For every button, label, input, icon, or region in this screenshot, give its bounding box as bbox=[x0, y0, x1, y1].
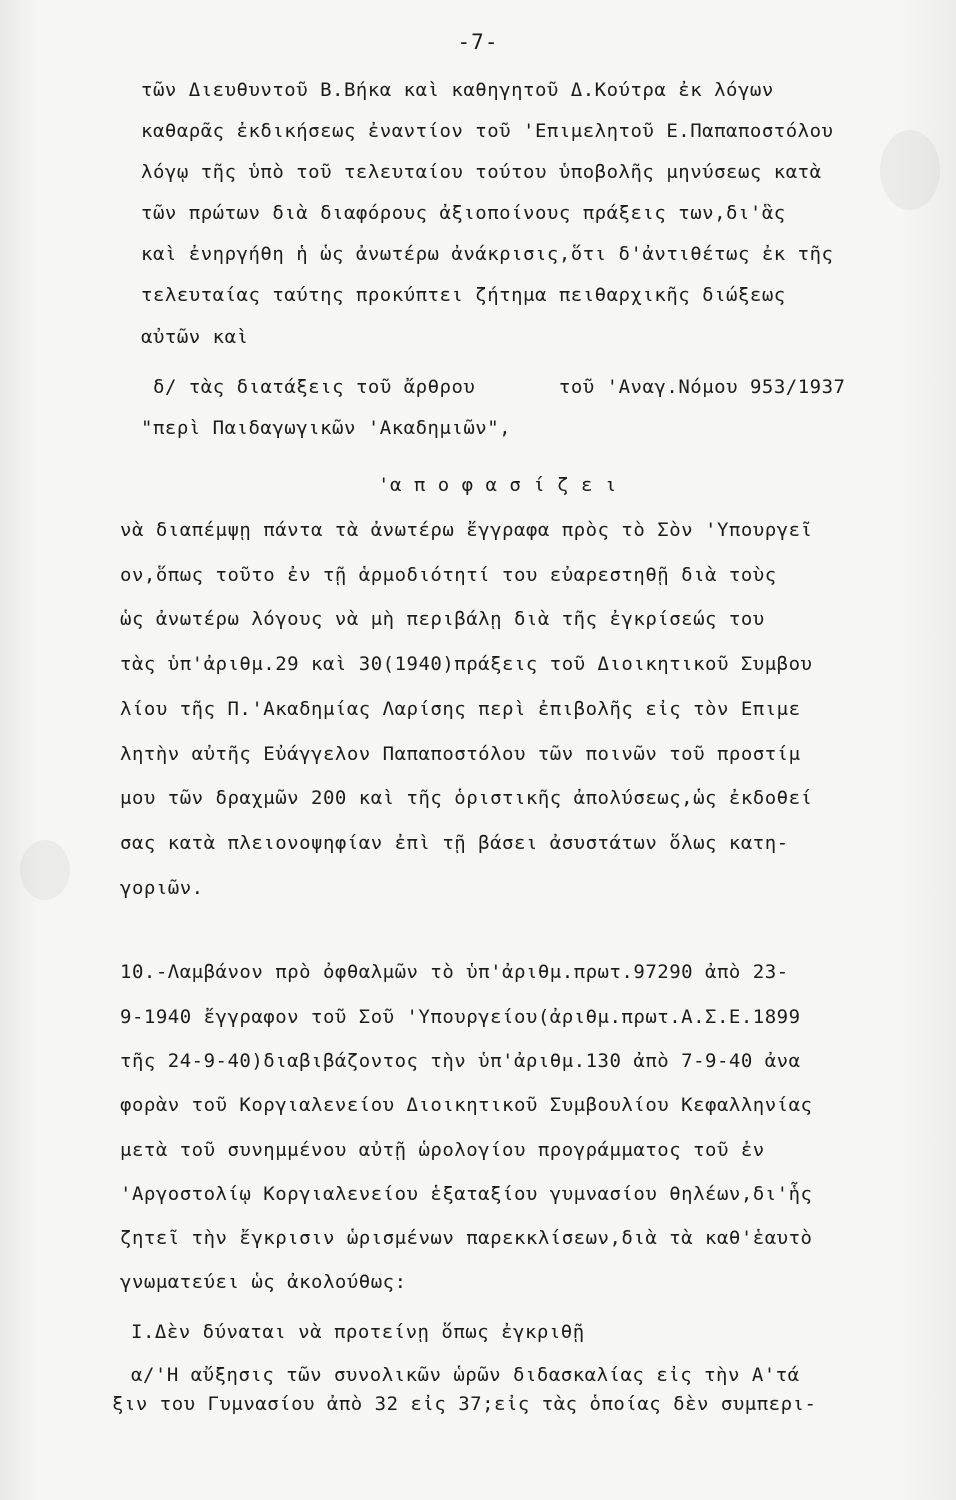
text-line: α/'Η αὔξησις τῶν συνολικῶν ὡρῶν διδασκαλίας εἰς τὴν Α'τά bbox=[131, 1364, 800, 1386]
text-line: τὰς ὑπ'ἀριθμ.29 καὶ 30(1940)πράξεις τοῦ Διοικητικοῦ Συμβου bbox=[120, 653, 813, 675]
text-line: τῆς 24-9-40)διαβιβάζοντος τὴν ὑπ'ἀριθμ.130 ἀπὸ 7-9-40 ἀνα bbox=[120, 1050, 801, 1072]
text-line: νὰ διαπέμψῃ πάντα τὰ ἀνωτέρω ἔγγραφα πρὸς τὸ Σὸν 'Υπουργεῖ bbox=[120, 519, 813, 541]
text-line: σας κατὰ πλειονοψηφίαν ἐπὶ τῇ βάσει ἀσυστάτων ὅλως κατη- bbox=[120, 832, 789, 854]
text-line: μετὰ τοῦ συνημμένου αὐτῇ ὡρολογίου προγράμματος τοῦ ἐν bbox=[120, 1139, 765, 1161]
text-line: γνωματεύει ὡς ἀκολούθως: bbox=[120, 1271, 407, 1293]
text-line: γοριῶν. bbox=[120, 877, 204, 899]
text-line: Ι.Δὲν δύναται νὰ προτείνῃ ὅπως ἐγκριθῇ bbox=[131, 1321, 585, 1343]
text-line: λόγῳ τῆς ὑπὸ τοῦ τελευταίου τούτου ὑποβολῆς μηνύσεως κατὰ bbox=[141, 161, 822, 183]
decision-heading: 'α π ο φ α σ ί ζ ε ι bbox=[378, 474, 617, 496]
text-line: ζητεῖ τὴν ἔγκρισιν ὡρισμένων παρεκκλίσεων,διὰ τὰ καθ'ἑαυτὸ bbox=[120, 1227, 813, 1249]
text-line: φορὰν τοῦ Κοργιαλενείου Διοικητικοῦ Συμβουλίου Κεφαλληνίας bbox=[120, 1094, 813, 1116]
text-line: ὡς ἀνωτέρω λόγους νὰ μὴ περιβάλῃ διὰ τῆς ἐγκρίσεώς του bbox=[120, 608, 765, 630]
page-number: -7- bbox=[457, 30, 499, 54]
text-line: 'Αργοστολίῳ Κοργιαλενείου ἑξαταξίου γυμνασίου θηλέων,δι'ἧς bbox=[120, 1183, 813, 1205]
text-line: μου τῶν δραχμῶν 200 καὶ τῆς ὁριστικῆς ἀπολύσεως,ὡς ἐκδοθεί bbox=[120, 787, 813, 809]
text-line: τῶν Διευθυντοῦ Β.Βήκα καὶ καθηγητοῦ Δ.Κούτρα ἐκ λόγων bbox=[141, 79, 774, 101]
text-line: 9-1940 ἔγγραφον τοῦ Σοῦ 'Υπουργείου(ἀριθμ.πρωτ.Α.Σ.Ε.1899 bbox=[120, 1006, 801, 1028]
text-line: λητὴν αὐτῆς Εὐάγγελον Παπαποστόλου τῶν ποινῶν τοῦ προστίμ bbox=[120, 743, 801, 765]
text-line: ον,ὅπως τοῦτο ἐν τῇ ἁρμοδιότητί του εὐαρεστηθῇ διὰ τοὺς bbox=[120, 564, 777, 586]
paper-stain bbox=[20, 840, 70, 900]
text-line: καὶ ἐνηργήθη ἡ ὡς ἀνωτέρω ἀνάκρισις,ὅτι δ'ἀντιθέτως ἐκ τῆς bbox=[141, 243, 834, 265]
text-line: δ/ τὰς διατάξεις τοῦ ἄρθρου τοῦ 'Αναγ.Νόμου 953/1937 bbox=[153, 376, 846, 398]
text-line: τῶν πρώτων διὰ διαφόρους ἀξιοποίνους πράξεις των,δι'ἃς bbox=[141, 202, 786, 224]
text-line: 10.-Λαμβάνον πρὸ ὀφθαλμῶν τὸ ὑπ'ἀριθμ.πρωτ.97290 ἀπὸ 23- bbox=[120, 961, 789, 983]
paper-stain bbox=[880, 130, 940, 210]
text-line: ξιν του Γυμνασίου ἀπὸ 32 εἰς 37;εἰς τὰς ὁποίας δὲν συμπερι- bbox=[112, 1393, 817, 1415]
text-line: "περὶ Παιδαγωγικῶν 'Ακαδημιῶν", bbox=[141, 417, 512, 439]
text-line: λίου τῆς Π.'Ακαδημίας Λαρίσης περὶ ἐπιβολῆς εἰς τὸν Επιμε bbox=[120, 698, 801, 720]
text-line: τελευταίας ταύτης προκύπτει ζήτημα πειθαρχικῆς διώξεως bbox=[141, 284, 786, 306]
text-line: καθαρᾶς ἐκδικήσεως ἐναντίον τοῦ 'Επιμελητοῦ Ε.Παπαποστόλου bbox=[141, 120, 834, 142]
text-line: αὐτῶν καὶ bbox=[141, 326, 249, 348]
